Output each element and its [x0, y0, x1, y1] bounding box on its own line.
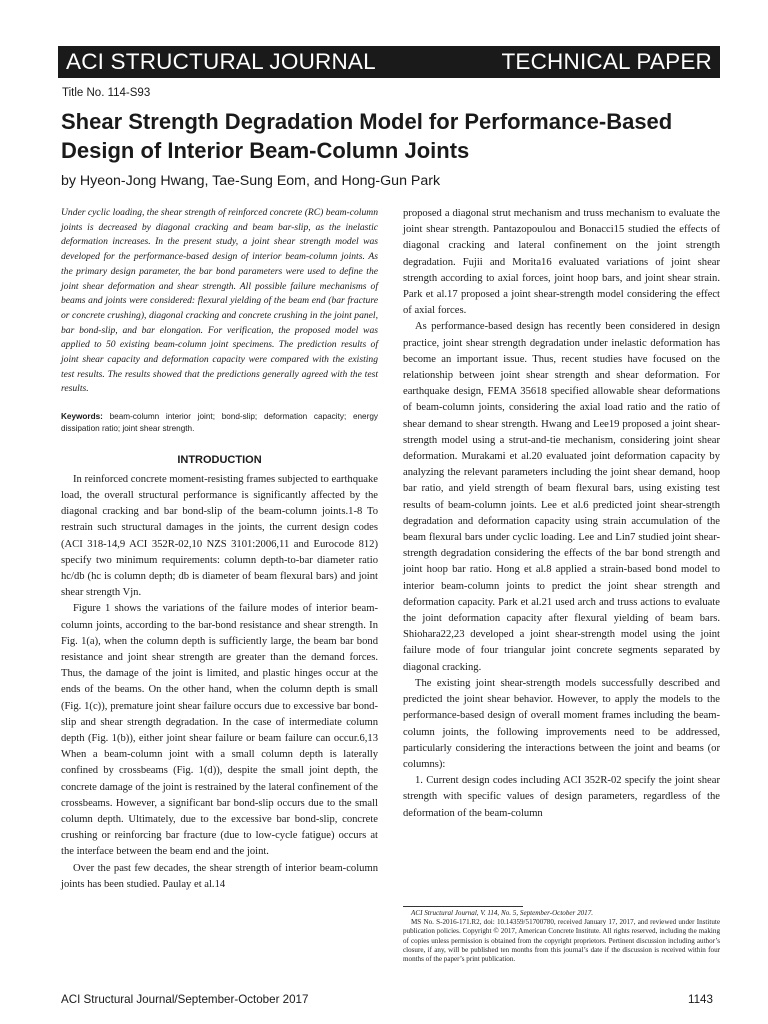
- paper-title: Shear Strength Degradation Model for Performance-Based Design of Interior Beam-Column Joints: [61, 109, 673, 163]
- body-paragraph: Over the past few decades, the shear strength of interior beam-column joints has been studied. Paulay et al.14: [61, 862, 378, 890]
- body-paragraph: The existing joint shear-strength models successfully described and predicted the joint shear behavior. However, to apply the models to the performance-based design of overall moment frames including the beam-column joints, the following improvements need to be addressed, particularly considering the interactions between the joint and beams (or columns):: [403, 677, 720, 770]
- body-paragraph: As performance-based design has recently been considered in design practice, joint shear strength degradation under inelastic deformation has become an important issue. Thus, recent studies have focused on the relationship between joint shear strength and shear deformation. For earthquake design, FEMA 35618 specified allowable shear deformations of beam-column joints, considering the axial load ratio and the ratio of shear demand to shear strength. Hwang and Lee19 proposed a joint shear-strength model using a strut-and-tie mechanism, considering joint shear deformation. Murakami et al.20 evaluated joint deformation capacity by analyzing the relevant parameters including the joint shear demand, hoop bar ratio, and yield strength of beam flexural bars, using existing test results of beam-column joints. Lee et al.6 predicted joint shear-strength degradation and deformation capacity using strain accumulation of the beam flexural bars under cyclic loading. Lee and Lin7 studied joint shear-strength degradation considering the effects of the bar bond strength and joint hoop bar ratio. Hong et al.8 applied a strain-based bond model to interior beam-column joints to predict the joint shear strength and deformation capacity. Park et al.21 used arch and truss actions to evaluate the joint deformation capacity after flexural yielding of beam bars. Shiohara22,23 developed a joint shear-strength model using the joint failure mode of four triangular joint concrete segments separated by diagonal cracking.: [403, 321, 720, 673]
- abstract: Under cyclic loading, the shear strength of reinforced concrete (RC) beam-column joints is decreased by diagonal cracking and beam bar-slip, as the inelastic deformation increases. In the present study, a joint shear strength model was developed for the performance-based design of interior beam-column joints. As the primary design parameter, the bar bond parameters were used to define the joint shear deformation and shear strength. All possible failure mechanisms of beams and joints were considered: flexural yielding of the beam end (bar fracture or concrete crushing), diagonal cracking and concrete crushing in the joint panel, bar bond-slip, and bar elongation. For verification, the proposed model was applied to 50 existing beam-column joint specimens. The prediction results of joint shear capacity and deformation capacity were compared with the existing test results. The results showed that the predictions generally agreed with the test results.: [61, 207, 378, 395]
- body-paragraph: Figure 1 shows the variations of the failure modes of interior beam-column joints, according to the bar-bond resistance and shear strength. In Fig. 1(a), when the column depth is sufficiently large, the beam bar bond resistance and joint shear strength are greater than the demand forces. Thus, the damage of the joint is limited, and plastic hinges occur at the ends of the beams. On the other hand, when the column depth is small (Fig. 1(c)), premature joint shear failure occurs due to excessive bar bond-slip and shear strength degradation. In the case of intermediate column depth (Fig. 1(b)), either joint shear failure or beam failure can occur.6,13 When a beam-column joint with a small column depth is laterally confined by crossbeams (Fig. 1(d)), despite the small joint depth, the concrete damage of the joint is restrained by the lateral confinement of the crossbeams. However, a significant bar bond-slip occurs due to the small column depth. Ultimately, due to the excessive bar bond-slip, concrete crushing or reinforcing bar fracture (due to low-cycle fatigue) occurs at the interface between the beam end and the joint.: [61, 603, 378, 858]
- title-number: Title No. 114-S93: [62, 87, 151, 99]
- paper-type: TECHNICAL PAPER: [501, 49, 712, 74]
- footnote-rule: [403, 906, 523, 907]
- footer-journal: ACI Structural Journal/September-October 2017: [61, 993, 309, 1006]
- journal-header-bar: [58, 46, 720, 78]
- author-list: by Hyeon-Jong Hwang, Tae-Sung Eom, and Hong-Gun Park: [61, 173, 441, 189]
- right-column: [403, 206, 720, 822]
- footnote-body: MS No. S-2016-171.R2, doi: 10.14359/51700780, received January 17, 2017, and reviewed under Institute publication policies. Copyright © 2017, American Concrete Institute. All rights reserved, including the making of copies unless permission is obtained from the copyright proprietors. Pertinent discussion including author’s closure, if any, will be published ten months from this journal’s date if the discussion is received within four months of the paper’s print publication.: [403, 918, 720, 964]
- keywords: [61, 411, 378, 435]
- body-paragraph: In reinforced concrete moment-resisting frames subjected to earthquake load, the overall structural performance is significantly affected by the diagonal cracking and bar bond-slip of the beam-column joints.1-8 To restrain such structural damages in the joints, the current design codes (ACI 318-14,9 ACI 352R-02,10 NZS 3101:2006,11 and Eurocode 812) specify two minimum requirements: column depth-to-bar diameter ratio hc/db (hc is column depth; db is diameter of beam flexural bars) and joint shear strength Vjn.: [61, 473, 378, 599]
- footnote-journal: ACI Structural Journal, V. 114, No. 5, September-October 2017.: [411, 909, 594, 917]
- left-column: [61, 206, 378, 893]
- keywords-text: beam-column interior joint; bond-slip; deformation capacity; energy dissipation ratio; joint shear strength.: [61, 412, 378, 434]
- keywords-label: Keywords:: [61, 412, 103, 422]
- section-heading: INTRODUCTION: [177, 453, 262, 466]
- journal-name: ACI STRUCTURAL JOURNAL: [66, 49, 376, 74]
- footnote: [403, 906, 720, 964]
- page-number: 1143: [688, 993, 713, 1006]
- body-paragraph: proposed a diagonal strut mechanism and truss mechanism to evaluate the joint shear strength. Pantazopoulou and Bonacci15 studied the effects of diagonal cracking and lateral confinement on the joint strength degradation. Fujii and Morita16 evaluated variations of joint shear strength according to axial forces, joint hoop bars, and joint shear strain. Park et al.17 proposed a joint shear-strength model considering the effect of axial forces.: [403, 208, 720, 317]
- body-paragraph: 1. Current design codes including ACI 352R-02 specify the joint shear strength with specific values of design parameters, regardless of the deformation of the beam-column: [403, 775, 720, 819]
